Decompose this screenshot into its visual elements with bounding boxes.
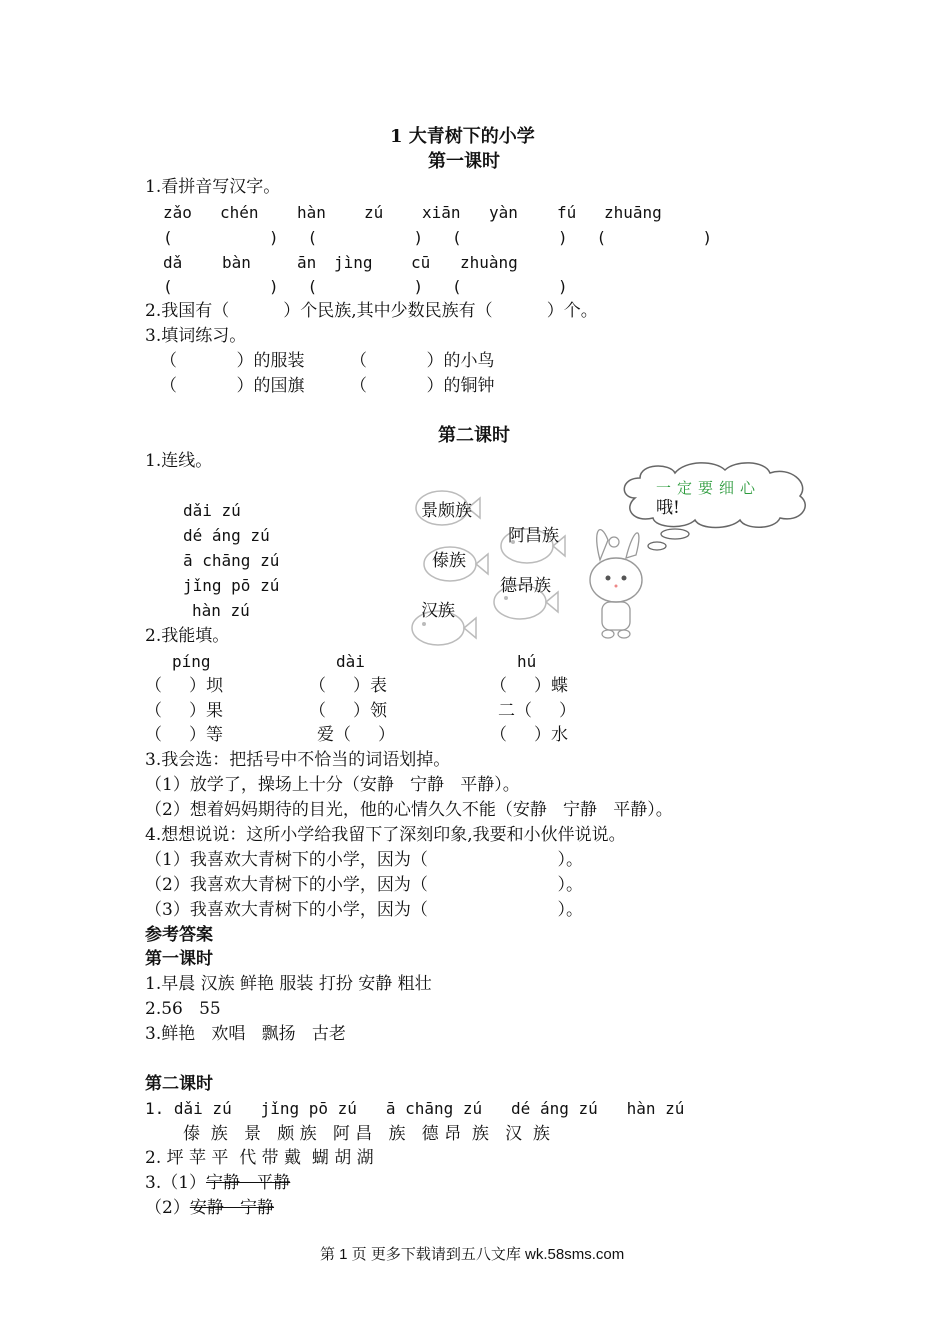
fill-item: （ ）的小鸟 (350, 351, 495, 371)
answer-line: 1. dǎi zú jǐng pō zú ā chāng zú dé áng zú hàn zú (145, 1099, 685, 1118)
pinyin-item: bàn (222, 253, 251, 272)
pinyin-item: dé áng zú (183, 526, 270, 545)
pinyin-item: hú (517, 652, 537, 671)
answers-heading: 参考答案 (145, 925, 213, 945)
pinyin-item: zú (364, 203, 384, 222)
pinyin-item: ā chāng zú (183, 551, 280, 570)
struck-words: 宁静 平静 (206, 1173, 291, 1193)
l2-q3-item: （1）放学了，操场上十分（安静 宁静 平静）。 (145, 775, 520, 795)
pinyin-item: cū (411, 253, 431, 272)
fill-item: （ ）等 (145, 725, 224, 745)
l2-q4-item: （3）我喜欢大青树下的小学，因为（ ）。 (145, 900, 584, 920)
fill-item: 爱（ ） (317, 725, 396, 745)
answer-line: 2. 坪 苹 平 代 带 戴 蝴 胡 湖 (145, 1148, 374, 1168)
answer-line (145, 1172, 290, 1194)
answers-lesson2-heading: 第二课时 (145, 1074, 213, 1094)
pinyin-item: zhuàng (460, 253, 518, 272)
pinyin-item: píng (172, 652, 211, 671)
fill-item: （ ）蝶 (490, 676, 569, 696)
bubble-text: 哦! (656, 498, 680, 518)
fill-item: （ ）坝 (145, 676, 224, 696)
answer-prefix: （2） (145, 1198, 190, 1218)
answer-blanks: ( ) ( ) ( ) ( ) (163, 228, 713, 247)
bubble-text: 一定要细心 (656, 479, 762, 497)
page-title: 1 大青树下的小学 (390, 126, 535, 147)
pinyin-item: ān (297, 253, 317, 272)
l2-q4-item: （1）我喜欢大青树下的小学，因为（ ）。 (145, 850, 584, 870)
l2-q3: 3.我会选：把括号中不恰当的词语划掉。 (145, 750, 451, 770)
pinyin-item: dài (336, 652, 365, 671)
pinyin-item: yàn (489, 203, 518, 222)
fill-item: （ ）水 (490, 725, 569, 745)
fill-item: （ ）的服装 (160, 351, 305, 371)
l2-q3-item: （2）想着妈妈期待的目光，他的心情久久不能（安静 宁静 平静）。 (145, 800, 673, 820)
lesson2-heading: 第二课时 (438, 425, 510, 446)
l2-q4-item: （2）我喜欢大青树下的小学，因为（ ）。 (145, 875, 584, 895)
pinyin-item: jìng (334, 253, 373, 272)
fish-label: 汉族 (421, 601, 455, 621)
l1-q2: 2.我国有（ ）个民族,其中少数民族有（ ）个。 (145, 301, 598, 321)
fill-item: （ ）果 (145, 701, 224, 721)
answer-line: 1.早晨 汉族 鲜艳 服装 打扮 安静 粗壮 (145, 974, 432, 994)
fish-label: 德昂族 (500, 576, 551, 596)
fish-label: 景颇族 (421, 501, 472, 521)
pinyin-item: zǎo (163, 203, 192, 222)
fish-label: 阿昌族 (508, 526, 559, 546)
struck-words: 安静 宁静 (189, 1198, 275, 1218)
pinyin-item: zhuāng (604, 203, 662, 222)
pinyin-item: hàn zú (192, 601, 250, 620)
fill-item: （ ）表 (309, 676, 388, 696)
l1-q1: 1.看拼音写汉字。 (145, 177, 281, 197)
page-footer: 第 1 页 更多下载请到五八文库 wk.58sms.com (320, 1246, 625, 1263)
l2-q4: 4.想想说说：这所小学给我留下了深刻印象,我要和小伙伴说说。 (145, 825, 626, 845)
fill-item: （ ）的铜钟 (350, 376, 495, 396)
lesson1-heading: 第一课时 (428, 151, 500, 172)
answer-line: 3.鲜艳 欢唱 飘扬 古老 (145, 1024, 346, 1044)
answer-prefix: 3.（1） (145, 1173, 207, 1193)
answer-line (145, 1197, 274, 1219)
answer-blanks: ( ) ( ) ( ) (163, 277, 568, 296)
fish-label: 傣族 (432, 551, 466, 571)
answer-line: 傣 族 景 颇 族 阿 昌 族 德 昂 族 汉 族 (183, 1124, 550, 1144)
pinyin-item: dǎ (163, 253, 183, 272)
answers-lesson1-heading: 第一课时 (145, 949, 213, 969)
pinyin-item: hàn (297, 203, 326, 222)
fill-item: （ ）的国旗 (160, 376, 305, 396)
fill-item: （ ）领 (309, 701, 388, 721)
pinyin-item: jǐng pō zú (183, 576, 280, 595)
fill-item: 二（ ） (498, 701, 577, 721)
l1-q3: 3.填词练习。 (145, 326, 247, 346)
cartoon-character-icon (578, 520, 658, 650)
l2-q1: 1.连线。 (145, 451, 213, 471)
answer-line: 2.56 55 (145, 999, 221, 1019)
pinyin-item: xiān (422, 203, 461, 222)
pinyin-item: fú (557, 203, 577, 222)
pinyin-item: dǎi zú (183, 501, 241, 520)
l2-q2: 2.我能填。 (145, 626, 230, 646)
pinyin-item: chén (220, 203, 259, 222)
